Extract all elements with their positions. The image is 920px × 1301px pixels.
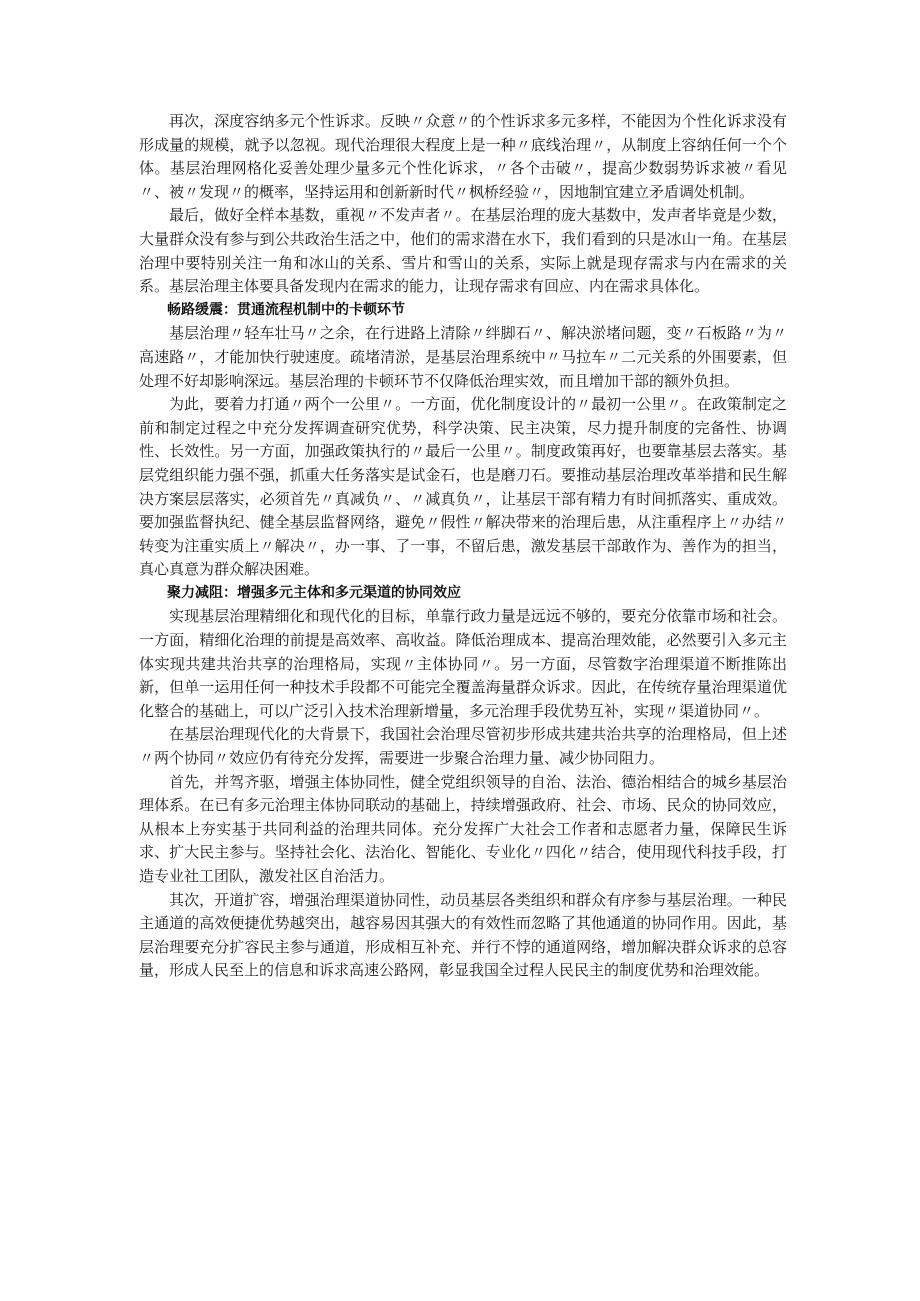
paragraph-channel-synergy: 其次，开道扩容，增强治理渠道协同性，动员基层各类组织和群众有序参与基层治理。一种民主通道的高效便捷优势越突出，越容易因其强大的有效性而忽略了其他通道的协同作用。因此，基层治理要充分扩容民主参与通道，形成相互补充、并行不悖的通道网络，增加解决群众诉求的总容量，形成人民至上的信息和诉求高速公路网，彰显我国全过程人民民主的制度优势和治理效能。: [139, 890, 787, 980]
section-heading-reduce-resistance: 聚力减阻：增强多元主体和多元渠道的协同效应: [167, 584, 461, 601]
paragraph-individual-demands: 再次，深度容纳多元个性诉求。反映〃众意〃的个性诉求多元多样，不能因为个性化诉求没有形成量的规模，就予以忽视。现代治理很大程度上是一种〃底线治理〃，从制度上容纳任何一个个体。基层治理网格化妥善处理少量多元个性化诉求，〃各个击破〃，提高少数弱势诉求被〃看见〃、被〃发现〃的概率，坚持运用和创新新时代〃枫桥经验〃，因地制宜建立矛盾调处机制。: [139, 112, 787, 201]
paragraph-subject-synergy: 首先，并驾齐驱，增强主体协同性，健全党组织领导的自治、法治、德治相结合的城乡基层治理体系。在已有多元治理主体协同联动的基础上，持续增强政府、社会、市场、民众的协同效应，从根本上夯实基于共同利益的治理共同体。充分发挥广大社会工作者和志愿者力量，保障民生诉求、扩大民主参与。坚持社会化、法治化、智能化、专业化〃四化〃结合，使用现代科技手段，打造专业社工团队，激发社区自治活力。: [139, 772, 787, 885]
document-body: [139, 110, 787, 983]
paragraph-two-kilometers: 为此，要着力打通〃两个一公里〃。一方面，优化制度设计的〃最初一公里〃。在政策制定之前和制定过程之中充分发挥调查研究优势，科学决策、民主决策，尽力提升制度的完备性、协调性、长效性。另一方面，加强政策执行的〃最后一公里〃。制度政策再好，也要靠基层去落实。基层党组织能力强不强，抓重大任务落实是试金石，也是磨刀石。要推动基层治理改革举措和民生解决方案层层落实，必须首先〃真减负〃、〃减真负〃，让基层干部有精力有时间抓落实、重成效。要加强监督执纪、健全基层监督网络，避免〃假性〃解决带来的治理后患，从注重程序上〃办结〃转变为注重实质上〃解决〃，办一事、了一事，不留后患，激发基层干部敢作为、善作为的担当，真心真意为群众解决困难。: [139, 395, 787, 579]
paragraph-clear-obstacles: 基层治理〃轻车壮马〃之余，在行进路上清除〃绊脚石〃、解决淤堵问题，变〃石板路〃为〃高速路〃，才能加快行驶速度。疏堵清淤，是基层治理系统中〃马拉车〃二元关系的外围要素，但处理不好却影响深远。基层治理的卡顿环节不仅降低治理实效，而且增加干部的额外负担。: [139, 324, 787, 390]
paragraph-market-and-society: 实现基层治理精细化和现代化的目标，单靠行政力量是远远不够的，要充分依靠市场和社会。一方面，精细化治理的前提是高效率、高收益。降低治理成本、提高治理效能，必然要引入多元主体实现共建共治共享的治理格局，实现〃主体协同〃。另一方面，尽管数字治理渠道不断推陈出新，但单一运用任何一种技术手段都不可能完全覆盖海量群众诉求。因此，在传统存量治理渠道优化整合的基础上，可以广泛引入技术治理新增量，多元治理手段优势互补，实现〃渠道协同〃。: [139, 607, 787, 720]
paragraph-two-synergies: 在基层治理现代化的大背景下，我国社会治理尽管初步形成共建共治共享的治理格局，但上述〃两个协同〃效应仍有待充分发挥，需要进一步聚合治理力量、减少协同阻力。: [139, 725, 787, 768]
section-heading-smooth-road: 畅路缓震：贯通流程机制中的卡顿环节: [167, 301, 405, 318]
paragraph-silent-majority: 最后，做好全样本基数，重视〃不发声者〃。在基层治理的庞大基数中，发声者毕竟是少数，大量群众没有参与到公共政治生活之中，他们的需求潜在水下，我们看到的只是冰山一角。在基层治理中要特别关注一角和冰山的关系、雪片和雪山的关系，实际上就是现存需求与内在需求的关系。基层治理主体要具备发现内在需求的能力，让现存需求有回应、内在需求具体化。: [139, 206, 787, 296]
